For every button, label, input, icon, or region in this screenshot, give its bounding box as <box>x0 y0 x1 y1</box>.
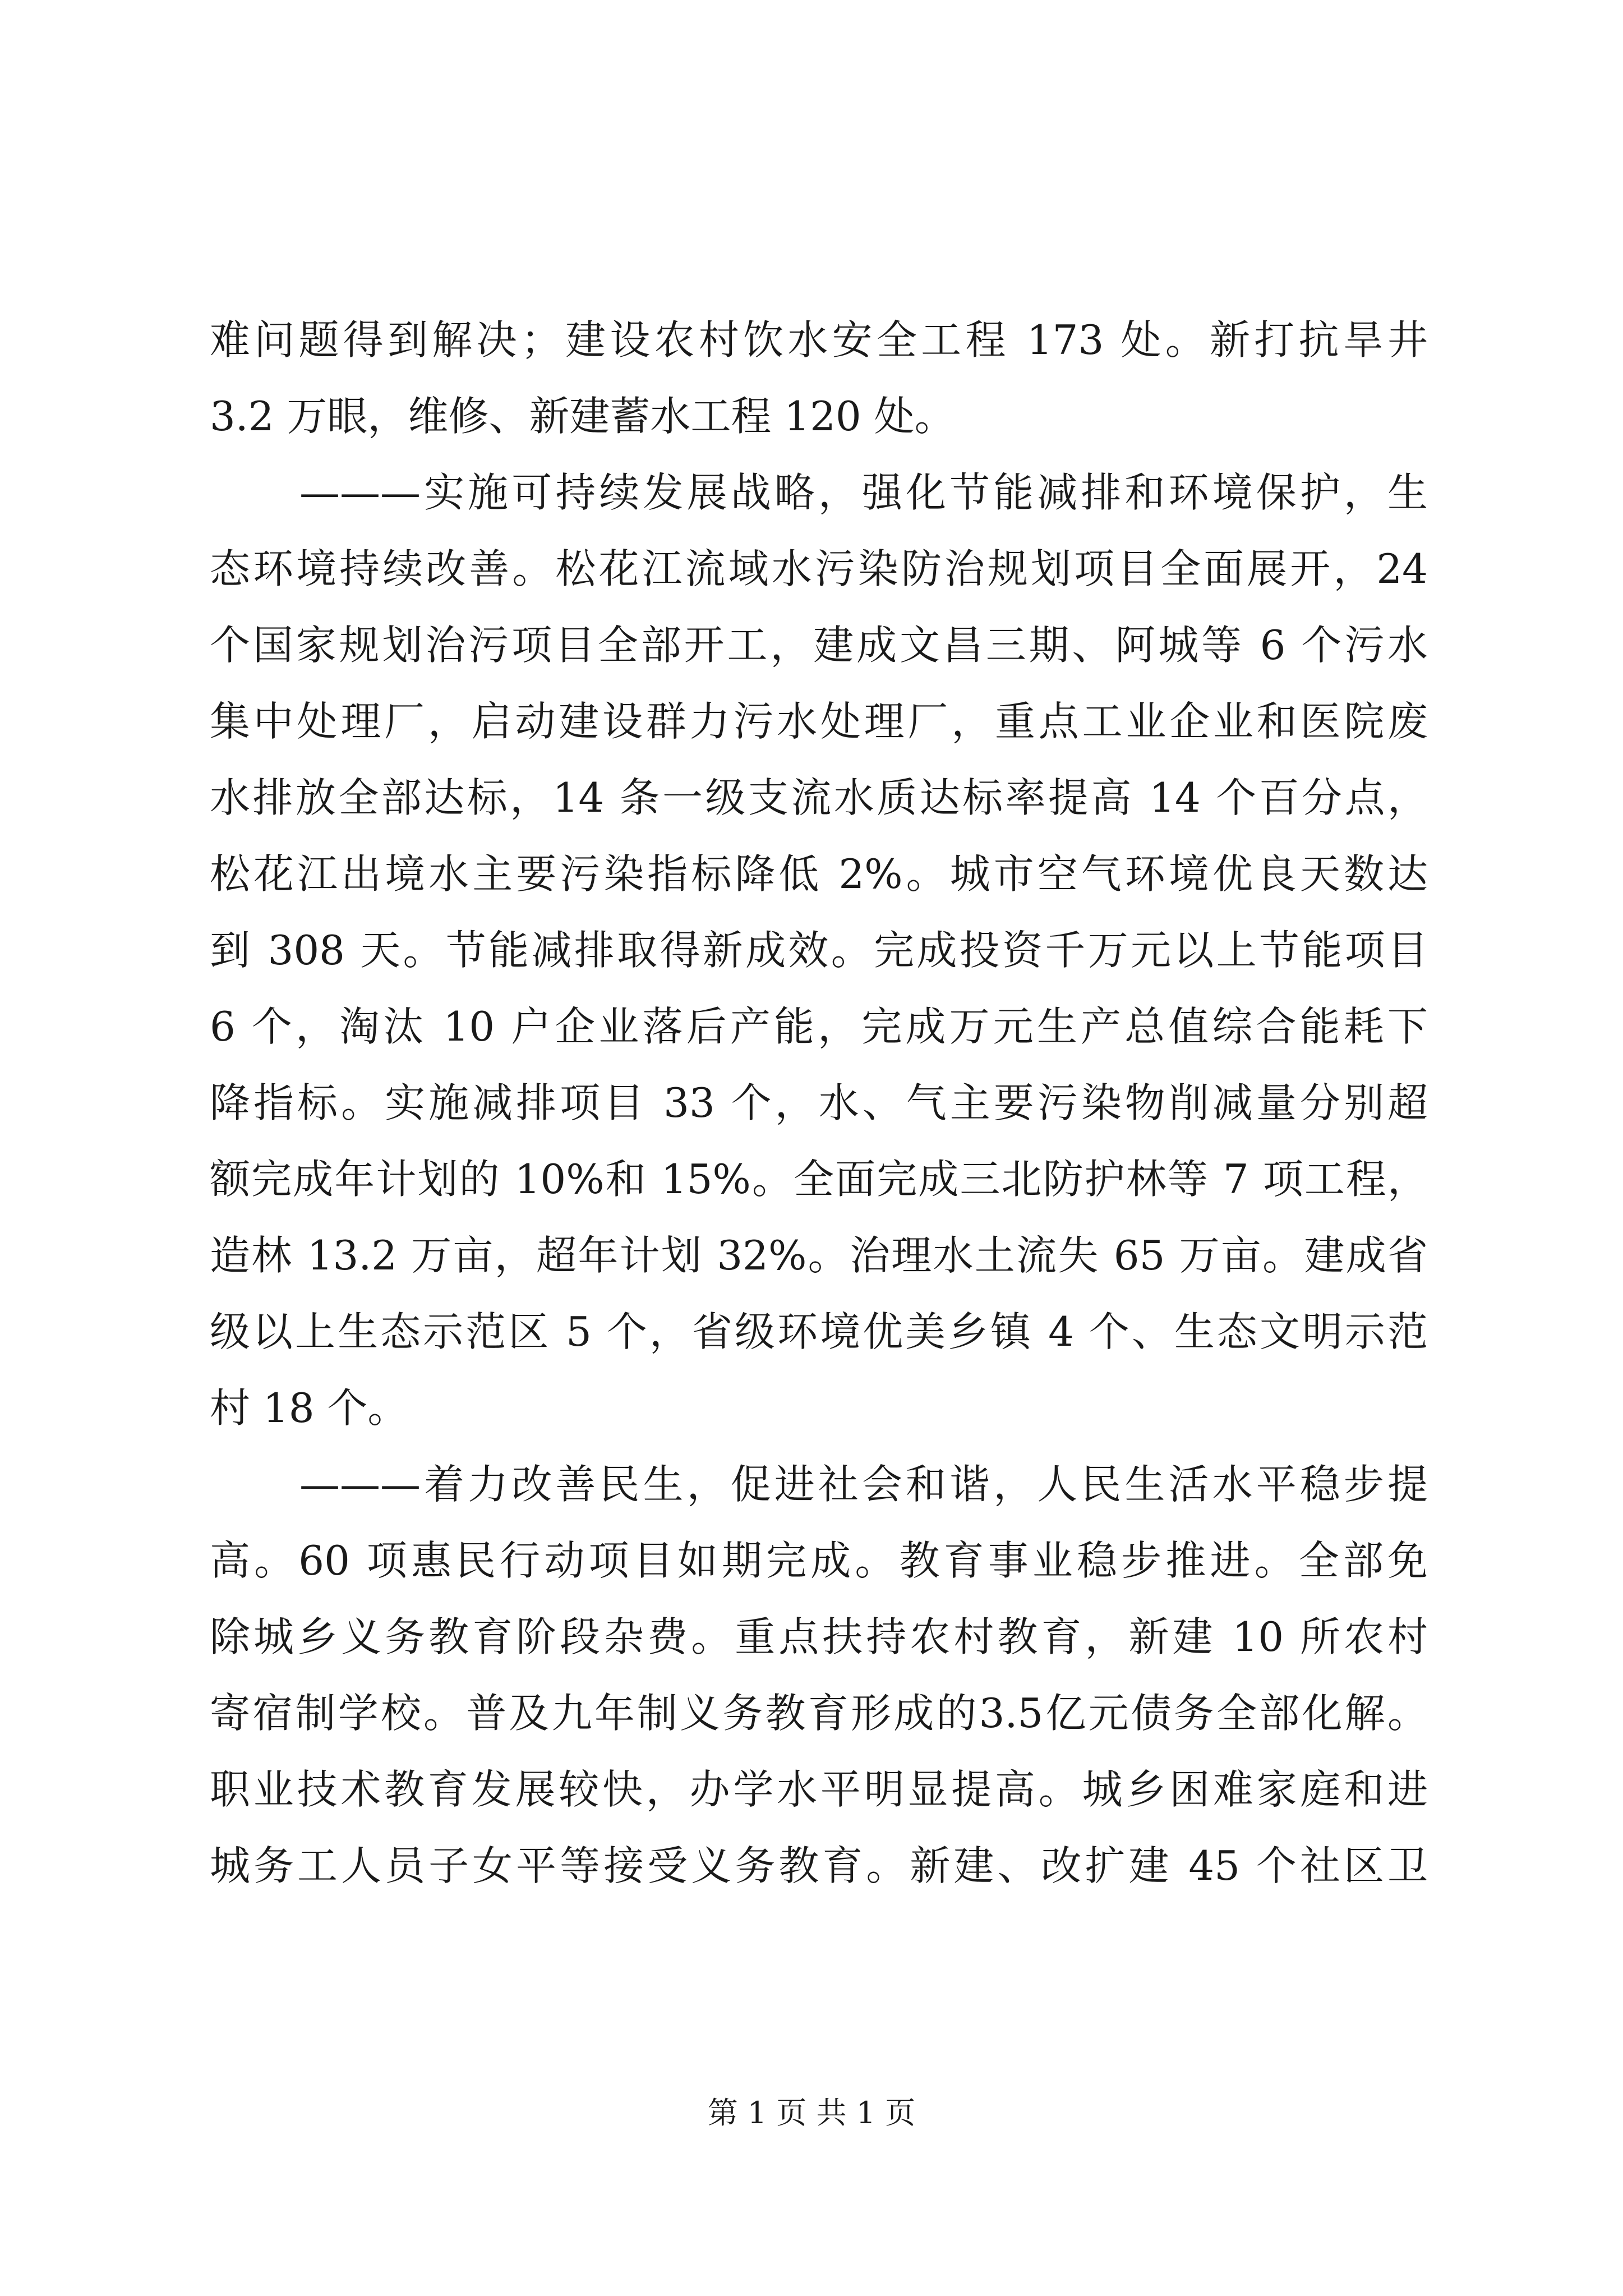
text-line: 降指标。实施减排项目 33 个，水、气主要污染物削减量分别超 <box>210 1079 1428 1126</box>
text-line: 个国家规划治污项目全部开工，建成文昌三期、阿城等 6 个污水 <box>210 622 1428 669</box>
text-line: 城务工人员子女平等接受义务教育。新建、改扩建 45 个社区卫 <box>210 1842 1428 1889</box>
page-footer <box>0 2093 1623 2133</box>
text-line: 寄宿制学校。普及九年制义务教育形成的3.5亿元债务全部化解。 <box>210 1690 1428 1737</box>
text-line: 高。60 项惠民行动项目如期完成。教育事业稳步推进。全部免 <box>210 1537 1428 1584</box>
text-line: 额完成年计划的 10%和 15%。全面完成三北防护林等 7 项工程， <box>210 1156 1428 1203</box>
text-line: 到 308 天。节能减排取得新成效。完成投资千万元以上节能项目 <box>210 927 1428 974</box>
text-line: 水排放全部达标，14 条一级支流水质达标率提高 14 个百分点， <box>210 774 1428 821</box>
text-line: 6 个，淘汰 10 户企业落后产能，完成万元生产总值综合能耗下 <box>210 1003 1428 1050</box>
text-line: 集中处理厂，启动建设群力污水处理厂，重点工业企业和医院废 <box>210 698 1428 745</box>
text-line: 造林 13.2 万亩，超年计划 32%。治理水土流失 65 万亩。建成省 <box>210 1232 1428 1279</box>
text-line: 态环境持续改善。松花江流域水污染防治规划项目全面展开，24 <box>210 545 1428 592</box>
paragraph-start-line: ———实施可持续发展战略，强化节能减排和环境保护，生 <box>299 469 1428 516</box>
page-number-label: 第 1 页 共 1 页 <box>707 2095 916 2131</box>
text-line: 村 18 个。 <box>210 1384 408 1432</box>
text-line: 职业技术教育发展较快，办学水平明显提高。城乡困难家庭和进 <box>210 1766 1428 1813</box>
paragraph-start-line: ———着力改善民生，促进社会和谐，人民生活水平稳步提 <box>299 1461 1428 1508</box>
text-line: 松花江出境水主要污染指标降低 2%。城市空气环境优良天数达 <box>210 850 1428 898</box>
document-body <box>210 302 1428 1904</box>
text-line: 难问题得到解决；建设农村饮水安全工程 173 处。新打抗旱井 <box>210 316 1428 364</box>
text-line: 级以上生态示范区 5 个，省级环境优美乡镇 4 个、生态文明示范 <box>210 1308 1428 1355</box>
text-line: 除城乡义务教育阶段杂费。重点扶持农村教育，新建 10 所农村 <box>210 1613 1428 1660</box>
text-line: 3.2 万眼，维修、新建蓄水工程 120 处。 <box>210 393 955 440</box>
